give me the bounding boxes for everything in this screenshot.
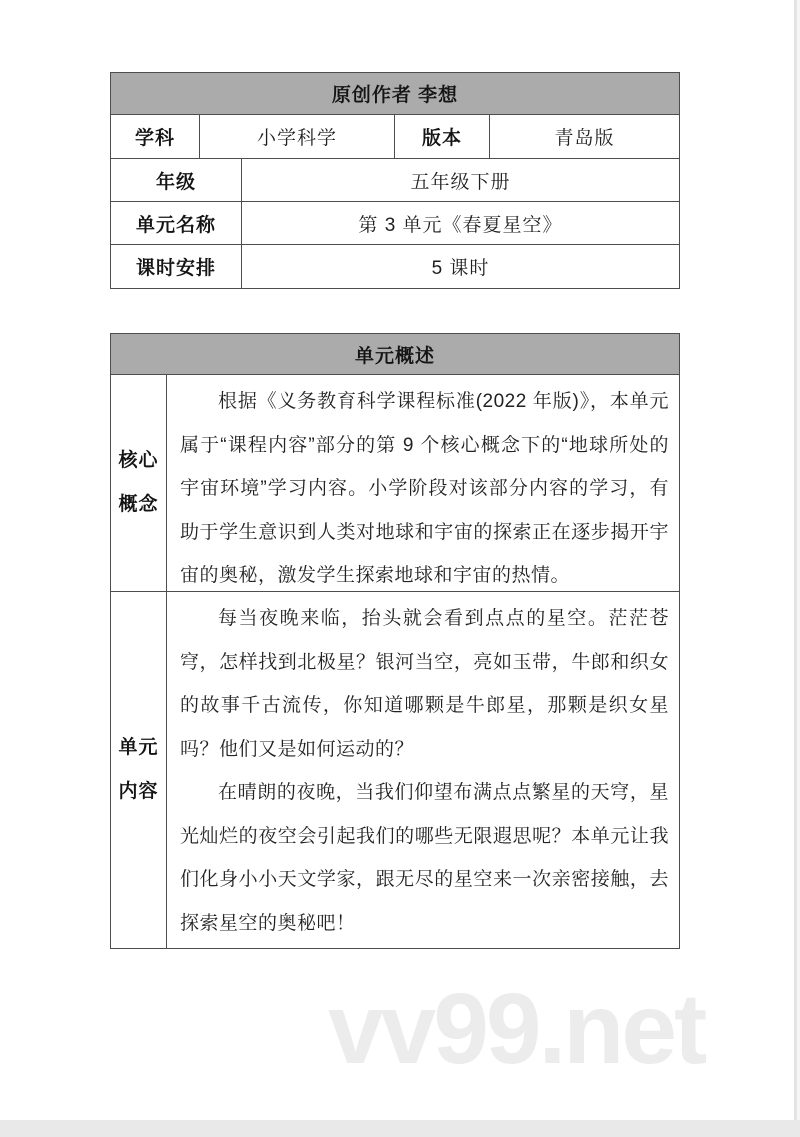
info-table-header: 原创作者 李想 — [111, 73, 679, 114]
subject-value: 小学科学 — [199, 115, 394, 158]
info-table — [110, 72, 680, 289]
paragraph: 在晴朗的夜晚，当我们仰望布满点点繁星的天穹，星光灿烂的夜空会引起我们的哪些无限遐思呢？本单元让我们化身小小天文学家，跟无尽的星空来一次亲密接触，去探索星空的奥秘吧！ — [180, 782, 669, 934]
unit-overview-table — [110, 333, 680, 949]
unit-name-label: 单元名称 — [135, 214, 216, 236]
schedule-value: 5 课时 — [241, 245, 679, 288]
paragraph: 每当夜晚来临，抬头就会看到点点的星空。茫茫苍穹，怎样找到北极星？银河当空，亮如玉带，牛郎和织女的故事千古流传，你知道哪颗是牛郎星，那颗是织女星吗？他们又是如何运动的？ — [180, 608, 669, 760]
core-concept-row — [111, 374, 679, 591]
page-bottom-edge — [0, 1120, 800, 1137]
grade-label: 年级 — [155, 171, 196, 193]
unit-content-label — [111, 592, 166, 948]
unit-content-text — [166, 592, 679, 948]
core-concept-label-line1: 核心 — [118, 450, 159, 471]
grade-value: 五年级下册 — [241, 159, 679, 201]
site-watermark: vv99.net — [328, 973, 705, 1085]
unit-name-value: 第 3 单元《春夏星空》 — [241, 202, 679, 244]
unit-content-row — [111, 591, 679, 948]
table-row — [111, 201, 679, 244]
overview-table-header: 单元概述 — [111, 334, 679, 374]
subject-label: 学科 — [134, 128, 175, 149]
unit-content-label-line1: 单元 — [118, 737, 159, 758]
table-row — [111, 114, 679, 158]
schedule-label: 课时安排 — [135, 258, 216, 279]
unit-content-label-line2: 内容 — [118, 781, 159, 802]
edition-label: 版本 — [394, 115, 489, 158]
table-row — [111, 244, 679, 288]
core-concept-label-line2: 概念 — [118, 494, 159, 515]
core-concept-text — [166, 375, 679, 591]
edition-value: 青岛版 — [489, 115, 679, 158]
paragraph: 根据《义务教育科学课程标准(2022 年版)》，本单元属于“课程内容”部分的第 9 个核心概念下的“地球所处的宇宙环境”学习内容。小学阶段对该部分内容的学习，有助于学生意识到人类对地球和宇宙的探索正在逐步揭开宇宙的奥秘，激发学生探索地球和宇宙的热情。 — [180, 391, 669, 586]
core-concept-label — [111, 375, 166, 591]
table-row — [111, 158, 679, 201]
